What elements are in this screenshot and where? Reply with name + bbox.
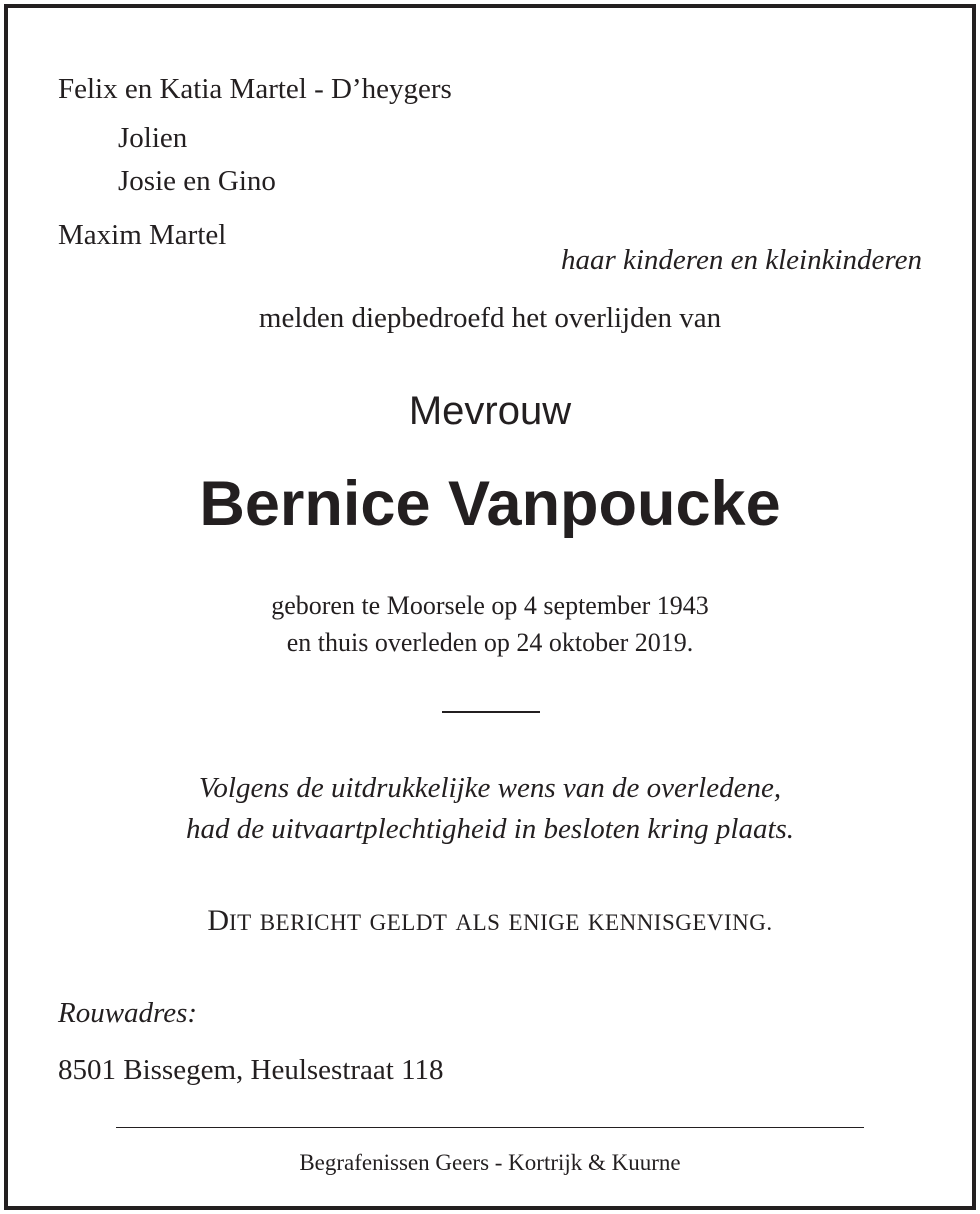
family-line-4: Maxim Martel (58, 219, 227, 251)
announce-text: melden diepbedroefd het overlijden van (258, 302, 722, 334)
short-divider (442, 711, 540, 713)
family-relation: haar kinderen en kleinkinderen (560, 244, 922, 276)
birth-line: geboren te Moorsele op 4 september 1943 (271, 591, 709, 620)
address-label: Rouwadres: (58, 997, 198, 1029)
family-line-3: Josie en Gino (118, 165, 276, 197)
notice-line (0, 902, 980, 945)
family-line-2: Jolien (118, 122, 188, 154)
family-line-1: Felix en Katia Martel - D’heygers (58, 73, 452, 105)
notice-word: GELDT (369, 910, 448, 935)
notice-initial: D (207, 904, 229, 937)
notice-word: ALS (455, 910, 501, 935)
honorific: Mevrouw (408, 389, 572, 433)
address-value: 8501 Bissegem, Heulsestraat 118 (58, 1054, 444, 1086)
deceased-name: Bernice Vanpoucke (199, 469, 781, 539)
wish-line-2: had de uitvaartplechtigheid in besloten kring plaats. (185, 813, 795, 845)
death-line: en thuis overleden op 24 oktober 2019. (286, 628, 694, 657)
notice-word: ENIGE (508, 910, 580, 935)
footer-divider (116, 1127, 864, 1128)
funeral-home: Begrafenissen Geers - Kortrijk & Kuurne (299, 1150, 681, 1175)
notice-word: KENNISGEVING. (587, 910, 773, 935)
notice-word: BERICHT (259, 910, 362, 935)
notice-word: IT (229, 910, 252, 935)
wish-line-1: Volgens de uitdrukkelijke wens van de overledene, (198, 772, 782, 804)
